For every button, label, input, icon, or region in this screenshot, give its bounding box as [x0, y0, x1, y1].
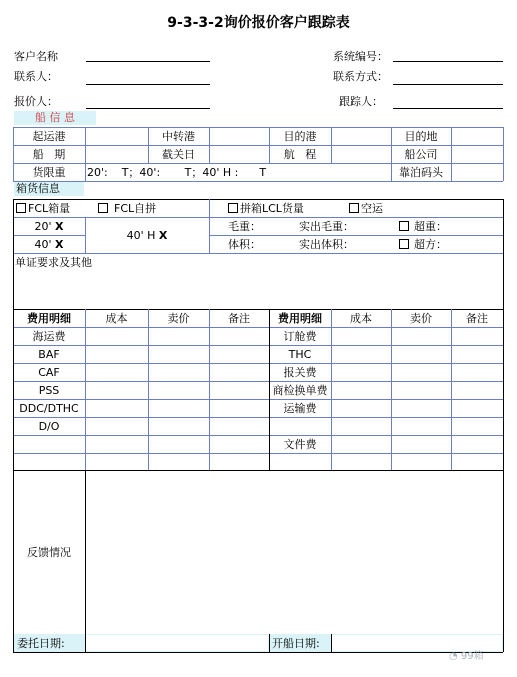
- air-label: 空运: [361, 202, 383, 215]
- entrust-date-label: 委托日期:: [17, 637, 65, 650]
- fee-header-right-2: 卖价: [410, 312, 432, 325]
- fee-right-item: 商检换单费: [272, 384, 328, 397]
- container-40h-x: X: [158, 228, 168, 242]
- fcl-label: FCL箱量: [28, 202, 71, 215]
- container-40-label: 40': [34, 237, 52, 251]
- schedule-label: 船 期: [32, 148, 66, 161]
- contact-field[interactable]: [86, 84, 210, 85]
- system-no-field[interactable]: [393, 61, 503, 62]
- fcl-combine-option[interactable]: [96, 199, 206, 217]
- fcl-combine-label: FCL自拼: [114, 202, 157, 215]
- air-option[interactable]: [347, 199, 417, 217]
- ship-section-label: 船 信 息: [14, 111, 96, 125]
- fee-header-right-1: 成本: [350, 312, 372, 325]
- container-40: [13, 235, 85, 253]
- fee-left-item: [13, 435, 85, 453]
- fee-header-left-1: 成本: [105, 312, 128, 325]
- overweight-checkbox[interactable]: [399, 221, 409, 231]
- contact-label: 联系人：: [14, 70, 58, 83]
- weight-limits: 20': T；40': T；40' H : T: [87, 166, 267, 179]
- air-checkbox[interactable]: [349, 203, 359, 213]
- transship-label: 中转港: [162, 130, 195, 143]
- actual-volume-label: 实出体积：: [299, 238, 354, 251]
- container-20-label: 20': [34, 219, 52, 233]
- dest-label: 目的地: [404, 130, 438, 143]
- remarks-label: 单证要求及其他: [15, 256, 92, 269]
- fee-left-item: PSS: [38, 383, 60, 397]
- fcl-checkbox[interactable]: [16, 203, 26, 213]
- container-20-x: X: [55, 219, 64, 233]
- volume-label: 体积：: [228, 238, 261, 251]
- sail-date-label: 开船日期:: [272, 637, 320, 650]
- contact-method-field[interactable]: [393, 84, 503, 85]
- cutoff-label: 截关日: [162, 148, 195, 161]
- fee-right-item: [269, 453, 331, 470]
- overweight-label: 超重：: [414, 220, 447, 233]
- fee-header-right-3: 备注: [466, 312, 488, 325]
- contact-method-label: 联系方式：: [333, 70, 388, 83]
- pod-label: 目的港: [283, 130, 317, 143]
- watermark-text: 99箱: [460, 651, 484, 662]
- lcl-label: 拼箱LCL货量: [240, 202, 304, 215]
- oversize-option[interactable]: [397, 235, 477, 253]
- fee-left-item: BAF: [38, 347, 60, 361]
- fee-header-left-0: 费用明细: [27, 312, 71, 325]
- fee-header-left-3: 备注: [228, 312, 250, 325]
- lcl-checkbox[interactable]: [228, 203, 238, 213]
- wharf-label: 靠泊码头: [399, 166, 443, 179]
- rate-limit-label: 货限重: [32, 166, 66, 179]
- pol-label: 起运港: [32, 130, 66, 143]
- fee-right-item: [269, 417, 331, 435]
- customer-name-field[interactable]: [86, 61, 210, 62]
- lcl-option[interactable]: [226, 199, 336, 217]
- fee-left-item: CAF: [38, 365, 60, 379]
- actual-gross-label: 实出毛重：: [299, 220, 354, 233]
- page-title: 9-3-3-2询价报价客户跟踪表: [167, 15, 350, 31]
- entrust-date-field[interactable]: [86, 635, 268, 651]
- fcl-combine-checkbox[interactable]: [98, 203, 108, 213]
- feedback-label: 反馈情况: [27, 546, 71, 559]
- fee-right-item: 文件费: [283, 438, 317, 451]
- fee-left-item: 海运费: [32, 330, 66, 343]
- customer-name-label: 客户名称: [14, 50, 58, 63]
- fee-right-item: 报关费: [283, 366, 317, 379]
- follower-label: 跟踪人：: [339, 95, 383, 108]
- feedback-area[interactable]: [86, 471, 502, 633]
- oversize-checkbox[interactable]: [399, 239, 409, 249]
- fee-right-item: THC: [288, 347, 312, 361]
- voyage-label: 航 程: [283, 148, 317, 161]
- follower-field[interactable]: [393, 108, 503, 109]
- fee-left-item: [13, 453, 85, 470]
- watermark: ◔ 99箱: [449, 651, 484, 662]
- fee-header-left-2: 卖价: [167, 312, 190, 325]
- quoter-label: 报价人：: [14, 95, 58, 108]
- container-20: [13, 217, 85, 235]
- fee-left-item: D/O: [38, 419, 60, 433]
- quoter-field[interactable]: [86, 108, 210, 109]
- container-40h-label: 40' H: [126, 228, 156, 242]
- fcl-option[interactable]: [14, 199, 104, 217]
- cargo-section-label: 箱货信息: [14, 182, 84, 196]
- container-40h: [85, 217, 209, 253]
- gross-label: 毛重：: [228, 220, 261, 233]
- oversize-label: 超方：: [414, 238, 447, 251]
- carrier-label: 船公司: [404, 148, 438, 161]
- fee-left-item: DDC/DTHC: [19, 401, 79, 415]
- fee-header-right-0: 费用明细: [278, 312, 322, 325]
- fee-right-item: 运输费: [283, 402, 317, 415]
- fee-right-item: 订舱费: [283, 330, 317, 343]
- container-40-x: X: [55, 237, 64, 251]
- system-no-label: 系统编号：: [333, 50, 388, 63]
- overweight-option[interactable]: [397, 217, 477, 235]
